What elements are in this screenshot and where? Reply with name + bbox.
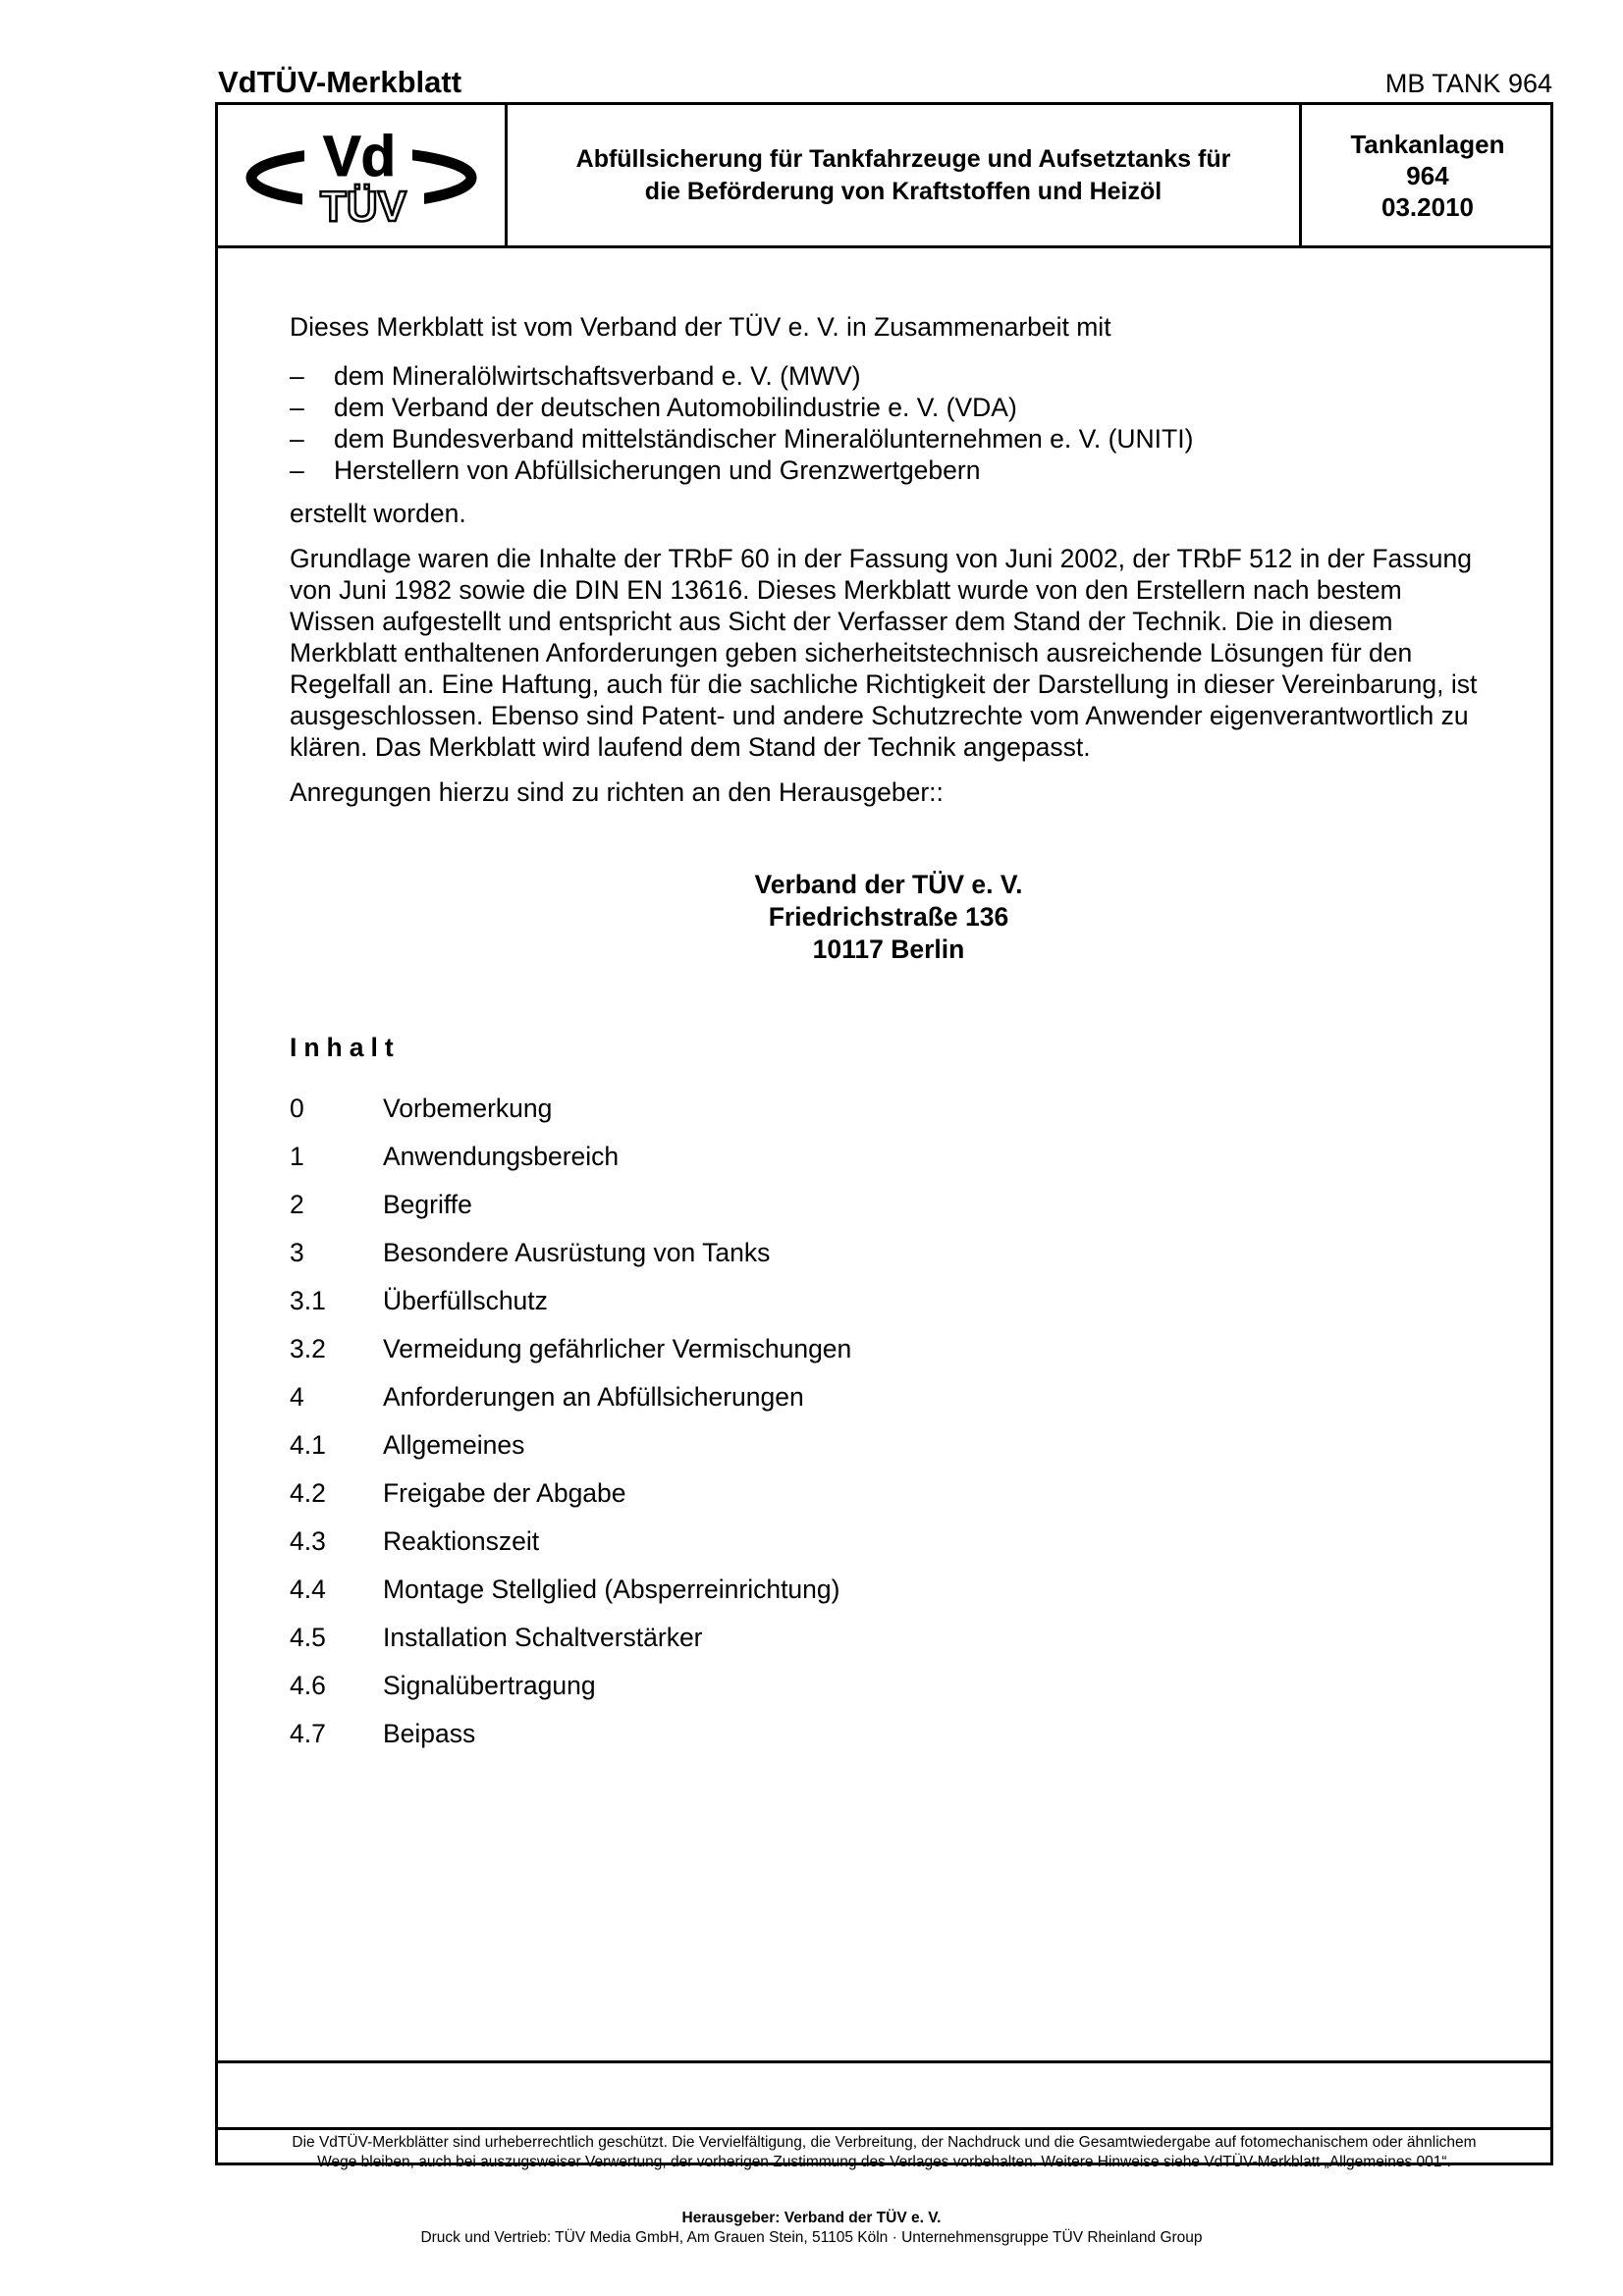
distribution-line: Druck und Vertrieb: TÜV Media GmbH, Am Grauen Stein, 51105 Köln · Unternehmensgruppe TÜV Rheinland Group — [420, 2229, 1203, 2246]
toc-item: 4.5 Installation Schaltverstärker — [290, 1623, 703, 1652]
document-frame — [215, 102, 1553, 2170]
list-item: – dem Verband der deutschen Automobilindustrie e. V. (VDA) — [290, 393, 1017, 422]
document-meta — [1305, 105, 1550, 245]
title-line-1: Abfüllsicherung für Tankfahrzeuge und Aufsetztanks für — [575, 144, 1231, 173]
svg-text:TÜV: TÜV — [320, 183, 406, 225]
toc-item: 4.7 Beipass — [290, 1719, 476, 1748]
document-number: 964 — [1406, 160, 1449, 190]
document-code: MB TANK 964 — [1384, 69, 1552, 98]
header-table — [218, 105, 1550, 248]
publisher-street: Friedrichstraße 136 — [768, 902, 1009, 932]
toc-item: 4.4 Montage Stellglied (Absperreinrichtung) — [290, 1575, 840, 1604]
toc-item: 3 Besondere Ausrüstung von Tanks — [290, 1238, 771, 1267]
toc-item: 4.6 Signalübertragung — [290, 1671, 596, 1700]
table-of-contents — [290, 1093, 1488, 1766]
created-paragraph: erstellt worden. — [290, 499, 466, 528]
vdtuev-logo — [243, 127, 479, 225]
list-item: – dem Mineralölwirtschaftsverband e. V. (MWV) — [290, 361, 861, 391]
toc-item: 0 Vorbemerkung — [290, 1094, 553, 1123]
partner-list — [290, 360, 1488, 486]
list-item: – dem Bundesverband mittelständischer Mineralölunternehmen e. V. (UNITI) — [290, 424, 1194, 454]
intro-paragraph: Dieses Merkblatt ist vom Verband der TÜV e. V. in Zusammenarbeit mit — [290, 312, 1111, 342]
publisher-name: Verband der TÜV e. V. — [754, 870, 1023, 899]
toc-item: 4.3 Reaktionszeit — [290, 1526, 540, 1556]
svg-text:Vd: Vd — [322, 127, 397, 188]
toc-item: 2 Begriffe — [290, 1190, 472, 1219]
toc-heading: Inhalt — [290, 1033, 401, 1062]
publisher-line: Herausgeber: Verband der TÜV e. V. — [681, 2210, 942, 2226]
toc-item: 3.2 Vermeidung gefährlicher Vermischungen — [290, 1334, 852, 1363]
category: Tankanlagen — [1350, 129, 1505, 159]
publisher-address — [290, 869, 1488, 966]
basis-paragraph: Grundlage waren die Inhalte der TRbF 60 in der Fassung von Juni 2002, der TRbF 512 in der Fassung von Juni 1982 sowie die DIN EN 13616. Dieses Merkblatt wurde von den Erstellern nach bestem Wissen aufgestellt und entspricht aus Sicht der Verfasser dem Stand der Technik. Die in diesem Merkblatt enthaltenen Anforderungen geben sicherheitstechnisch ausreichende Lösungen für den Regelfall an. Eine Haftung, auch für die sachliche Richtigkeit der Darstellung in dieser Vereinbarung, ist ausgeschlossen. Ebenso sind Patent- und andere Schutzrechte vom Anwender eigenverantwortlich zu klären. Das Merkblatt wird laufend dem Stand der Technik angepasst. — [290, 544, 1478, 762]
series-title: VdTÜV-Merkblatt — [218, 65, 462, 99]
logo-cell — [218, 105, 508, 245]
toc-item: 4 Anforderungen an Abfüllsicherungen — [290, 1382, 804, 1412]
copyright-notice: Die VdTÜV-Merkblätter sind urheberrechtlich geschützt. Die Vervielfältigung, die Verbreitung, der Nachdruck und die Gesamtwiedergabe auf fotomechanischem oder ähnlichem Wege bleiben, auch bei auszugsweiser Verwertung, der vorherigen Zustimmung des Verlages vorbehalten. Weitere Hinweise siehe VdTÜV-Merkblatt „Allgemeines 001“. — [292, 2134, 1477, 2170]
title-line-2: die Beförderung von Kraftstoffen und Heizöl — [644, 177, 1163, 205]
document-title — [508, 105, 1302, 245]
toc-item: 4.2 Freigabe der Abgabe — [290, 1478, 626, 1508]
publisher-footer — [0, 2209, 1623, 2248]
footer-divider — [218, 2060, 1550, 2063]
toc-item: 4.1 Allgemeines — [290, 1430, 525, 1460]
publisher-city: 10117 Berlin — [812, 934, 965, 964]
list-item: – Herstellern von Abfüllsicherungen und Grenzwertgebern — [290, 455, 981, 485]
toc-item: 1 Anwendungsbereich — [290, 1142, 620, 1171]
copyright-divider — [218, 2127, 1550, 2130]
main-content — [290, 311, 1488, 1766]
document-date: 03.2010 — [1381, 191, 1474, 222]
toc-item: 3.1 Überfüllschutz — [290, 1286, 548, 1315]
suggestion-paragraph: Anregungen hierzu sind zu richten an den Herausgeber:: — [290, 777, 944, 807]
